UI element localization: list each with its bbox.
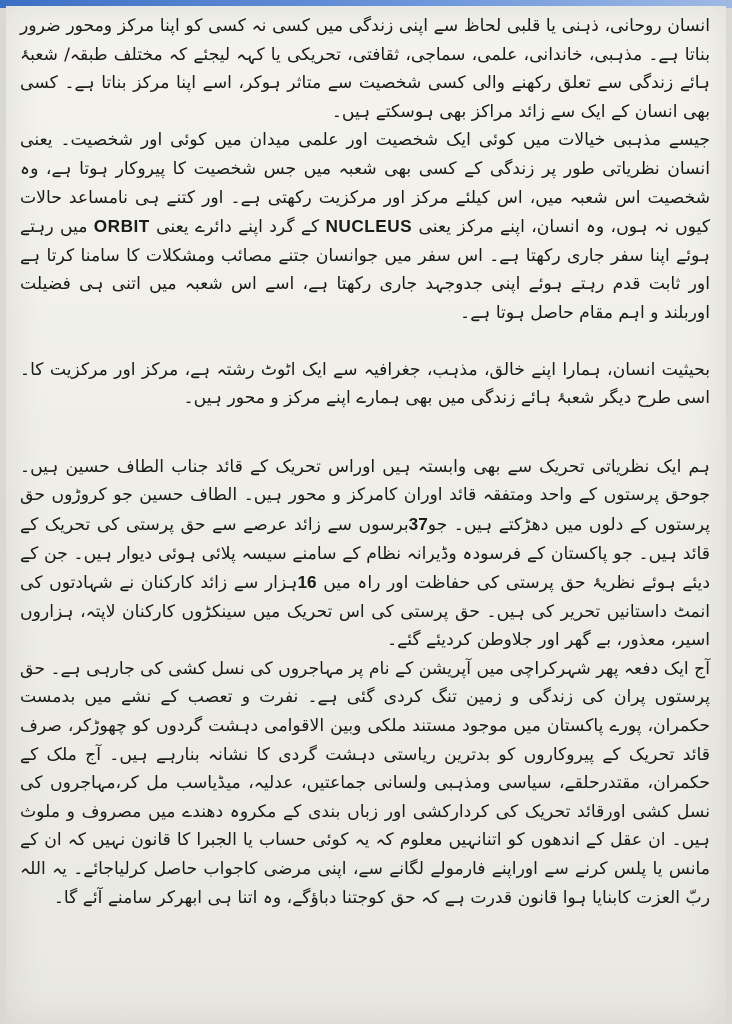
workers-number: 16 [297,572,317,593]
paragraph-4 [20,453,710,655]
paragraph-4-part-1: ہم ایک نظریاتی تحریک سے بھی وابستہ ہیں اوراس تحریک کے قائد جناب الطاف حسین ہیں۔ جوحق پرستوں کے واحد ومتفقہ قائد اوران کامرکز و محور ہیں۔ الطاف حسین جو کروڑوں حق پرستوں کے دلوں میں دھڑکتے ہیں۔ جو [20,456,710,535]
document-page [6,6,726,1024]
paragraph-3: بحیثیت انسان، ہمارا اپنے خالق، مذہب، جغرافیہ سے ایک اٹوٹ رشتہ ہے، مرکز اور مرکزیت کا۔ اسی طرح دیگر شعبۂ ہائے زندگی میں بھی ہمارے اپنے مرکز و محور ہیں۔ [20,359,710,409]
paragraph-2 [20,126,710,327]
paragraph-2-part-2: کے گرد اپنے دائرے یعنی [156,217,320,238]
years-number: 37 [408,513,428,534]
document-body [6,6,726,912]
paragraph-4-part-2: برسوں سے زائد عرصے سے حق پرستی کی تحریک کے قائد ہیں۔ جو پاکستان کے فرسودہ وڈیرانہ نظام کے سامنے سیسہ پلائی ہوئی دیوار ہیں۔ جن کے دیئے ہوئے نظریۂ حق پرستی کی حفاظت اور راہ میں [20,514,710,594]
paragraph-1: انسان روحانی، ذہنی یا قلبی لحاظ سے اپنی زندگی میں کسی نہ کسی کو اپنا مرکز ومحور ضرور بناتا ہے۔ مذہبی، خاندانی، علمی، سماجی، ثقافتی، تحریکی یا کہہ لیجئے کہ مختلف طبقہ/ شعبۂ ہائے زندگی سے تعلق رکھنے والی کسی شخصیت سے متاثر ہوکر، اسے اپنا مرکز بناتا ہے۔ کسی بھی انسان کے ایک سے زائد مراکز بھی ہوسکتے ہیں۔ [20,16,710,122]
paragraph-spacer [20,328,710,356]
nucleus-word: NUCLEUS [325,216,413,237]
paragraph-4-part-3: ہزار سے زائد کارکنان نے شہادتوں کی انمٹ داستانیں تحریر کی ہیں۔ حق پرستی کی اس تحریک میں سینکڑوں کارکنان لاپتہ، ہزاروں اسیر، معذور، بے گھر اور جلاوطن کردیئے گئے۔ [20,573,710,651]
paragraph-spacer [20,413,710,453]
paragraph-5: آج ایک دفعہ پھر شہرکراچی میں آپریشن کے نام پر مہاجروں کی نسل کشی کی جارہی ہے۔ حق پرستوں پران کی زندگی و زمین تنگ کردی گئی ہے۔ نفرت و تعصب کے نشے میں بدمست حکمران، پورے پاکستان میں موجود مستند ملکی وبین الاقوامی دہشت گردوں کو چھوڑکر، صرف قائد تحریک کے پیروکاروں کو بدترین ریاستی دہشت گردی کا نشانہ بنارہے ہیں۔ آج ملک کے حکمران، مقتدرحلقے، سیاسی ومذہبی ولسانی جماعتیں، عدلیہ، میڈیاسب مل کر،مہاجروں کی نسل کشی اورقائد تحریک کی کردارکشی اور زباں بندی کے مکروہ دھندے میں مصروف و ملوث ہیں۔ ان عقل کے اندھوں کو اتنانہیں معلوم کہ یہ کوئی حساب یا الجبرا کا قانون نہیں کہ ان کے مانس یا پلس کرنے سے اوراپنے فارمولے لگانے سے، اپنی مرضی کاجواب حاصل کرلیاجائے۔ یہ اللہ ربّ العزت کابنایا ہوا قانون قدرت ہے کہ حق کوجتنا دباؤگے، وہ اتنا ہی ابھرکر سامنے آئے گا۔ [20,658,711,908]
paragraph-2-part-1: جیسے مذہبی خیالات میں کوئی ایک شخصیت اور علمی میدان میں کوئی اور شخصیت۔ یعنی انسان نظریاتی طور پر زندگی کے کسی بھی شعبہ میں جس شخصیت کا پیروکار ہوتا ہے، وہ شخصیت اس شعبہ میں، اس کیلئے مرکز اور مرکزیت رکھتی ہے۔ اور کتنے ہی نامساعد حالات کیوں نہ ہوں، وہ انسان، اپنے مرکز یعنی [20,130,711,238]
paragraph-2-part-3: میں رہتے ہوئے اپنا سفر جاری رکھتا ہے۔ اس سفر میں جوانسان جتنے مصائب ومشکلات کا سامنا کرتا ہے اور ثابت قدم رہتے ہوئے اپنی جدوجہد جاری رکھتا ہے، اسے اس شعبہ میں اتنی ہی فضیلت اوربلند و اہم مقام حاصل ہوتا ہے۔ [20,217,710,323]
orbit-word: ORBIT [93,216,150,237]
